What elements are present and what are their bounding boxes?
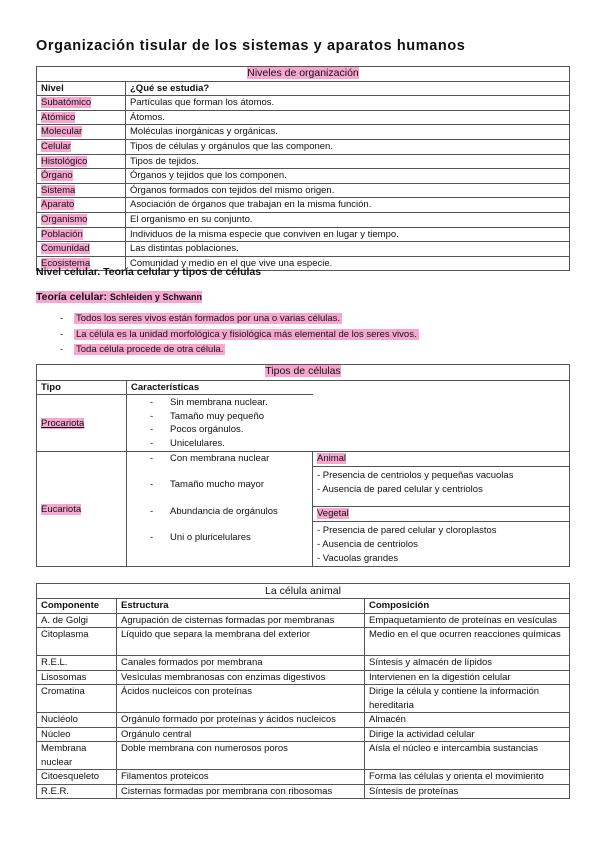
procariota-item (150, 396, 309, 410)
nivel-cell (37, 212, 126, 227)
estructura-cell: Filamentos proteicos (117, 770, 365, 785)
procariota-label: Procariota (41, 417, 85, 429)
celula-row (37, 628, 570, 656)
procariota-item-text: Unicelulares. (170, 438, 225, 450)
niveles-row (37, 96, 570, 111)
animal-list (313, 467, 569, 507)
niveles-row (37, 242, 570, 257)
eucariota-item-text: Con membrana nuclear (170, 453, 270, 464)
estructura-cell: Canales formados por membrana (117, 656, 365, 671)
vegetal-list (313, 522, 569, 566)
eucariota-subtypes (313, 452, 570, 567)
procariota-item-text: Sin membrana nuclear. (170, 397, 268, 408)
nivel-description: Partículas que forman los átomos. (126, 96, 570, 111)
procariota-item (150, 423, 309, 437)
teoria-point (60, 312, 419, 328)
bullet-dash: - (150, 479, 154, 490)
nivel-name: Órgano (41, 170, 73, 182)
celula-row (37, 784, 570, 799)
teoria-heading-label: Teoría celular: (36, 291, 107, 303)
nivel-name: Población (41, 228, 83, 240)
nivel-cell (37, 198, 126, 213)
bullet-dash: - (150, 397, 154, 408)
tipos-header-tipo: Tipo (37, 381, 127, 395)
niveles-row (37, 212, 570, 227)
teoria-point (60, 328, 419, 344)
procariota-item (150, 410, 309, 424)
composicion-cell: Intervienen en la digestión celular (365, 670, 570, 685)
niveles-row (37, 139, 570, 154)
nivel-description: Comunidad y medio en el que vive una especie. (126, 256, 570, 271)
nivel-cell (37, 169, 126, 184)
animal-item: - Ausencia de pared celular y centriolos (317, 484, 483, 495)
teoria-point-text: Toda célula procede de otra célula. (76, 344, 224, 355)
nivel-cell (37, 227, 126, 242)
eucariota-item-text: Uni o pluricelulares (170, 532, 251, 543)
niveles-table (36, 66, 570, 271)
animal-item: - Presencia de centriolos y pequeñas vacuolas (317, 470, 514, 481)
nivel-description: Átomos. (126, 110, 570, 125)
bullet-dash: - (150, 532, 154, 543)
celula-row (37, 770, 570, 785)
componente-cell: R.E.L. (37, 656, 117, 671)
nivel-description: El organismo en su conjunto. (126, 212, 570, 227)
eucariota-item-text: Abundancia de orgánulos (170, 506, 278, 517)
vegetal-item: - Vacuolas grandes (317, 553, 399, 564)
eucariota-list (127, 452, 312, 566)
vegetal-item: - Presencia de pared celular y cloroplastos (317, 525, 497, 536)
nivel-description: Individuos de la misma especie que conviven en lugar y tiempo. (126, 227, 570, 242)
eucariota-item (150, 505, 278, 519)
celula-row (37, 713, 570, 728)
nivel-name: Sistema (41, 184, 76, 196)
nivel-name: Comunidad (41, 243, 90, 255)
procariota-item-text: Tamaño muy pequeño (170, 410, 265, 422)
celula-table (36, 583, 570, 799)
eucariota-cell (37, 452, 127, 567)
procariota-list (131, 396, 309, 451)
componente-cell: Núcleo (37, 727, 117, 742)
nivel-name: Subatómico (41, 97, 92, 109)
estructura-cell: Doble membrana con numerosos poros (117, 742, 365, 770)
celula-header-composicion: Composición (365, 599, 570, 614)
nivel-name: Aparato (41, 199, 75, 211)
nivel-name: Organismo (41, 213, 88, 225)
vegetal-header (313, 507, 569, 522)
celula-row (37, 685, 570, 713)
eucariota-item-text: Tamaño mucho mayor (170, 479, 264, 490)
niveles-header-nivel: Nivel (37, 81, 126, 96)
eucariota-characteristics (127, 452, 313, 567)
teoria-point (60, 343, 419, 359)
animal-header (313, 452, 569, 467)
nivel-name: Molecular (41, 126, 83, 138)
componente-cell: Lisosomas (37, 670, 117, 685)
composicion-cell: Forma las células y orienta el movimiento (365, 770, 570, 785)
bullet-dash: - (60, 344, 64, 355)
nivel-description: Órganos formados con tejidos del mismo origen. (126, 183, 570, 198)
celula-row (37, 742, 570, 770)
celula-row (37, 656, 570, 671)
nivel-name: Atómico (41, 111, 76, 123)
vegetal-item: - Ausencia de centriolos (317, 539, 418, 550)
nivel-description: Asociación de órganos que trabajan en la misma función. (126, 198, 570, 213)
niveles-row (37, 183, 570, 198)
estructura-cell: Orgánulo formado por proteínas y ácidos nucleicos (117, 713, 365, 728)
celula-row (37, 727, 570, 742)
bullet-dash: - (150, 424, 154, 436)
teoria-point-text: Todos los seres vivos están formados por una o varias células. (76, 313, 341, 324)
composicion-cell: Aísla el núcleo e intercambia sustancias (365, 742, 570, 770)
niveles-row (37, 125, 570, 140)
eucariota-item (150, 478, 264, 492)
celula-header-componente: Componente (37, 599, 117, 614)
niveles-caption: Niveles de organización (247, 67, 359, 79)
vegetal-label: Vegetal (317, 508, 349, 519)
procariota-item (150, 437, 309, 451)
componente-cell: Citoesqueleto (37, 770, 117, 785)
animal-label: Animal (317, 453, 347, 464)
procariota-cell (37, 395, 127, 452)
procariota-characteristics (127, 395, 313, 452)
tipos-header-caracteristicas: Características (127, 381, 313, 395)
nivel-cell (37, 242, 126, 257)
nivel-cell (37, 110, 126, 125)
estructura-cell: Cisternas formadas por membrana con ribosomas (117, 784, 365, 799)
niveles-row (37, 227, 570, 242)
nivel-description: Moléculas inorgánicas y orgánicas. (126, 125, 570, 140)
componente-cell: Membrana nuclear (37, 742, 117, 770)
estructura-cell: Ácidos nucleicos con proteínas (117, 685, 365, 713)
composicion-cell: Dirige la actividad celular (365, 727, 570, 742)
niveles-caption-cell (37, 67, 570, 82)
estructura-cell: Orgánulo central (117, 727, 365, 742)
nivel-cell (37, 125, 126, 140)
procariota-item-text: Pocos orgánulos. (170, 424, 244, 436)
nivel-description: Tipos de tejidos. (126, 154, 570, 169)
teoria-point-text: La célula es la unidad morfológica y fisiológica más elemental de los seres vivos. (76, 328, 417, 340)
componente-cell: Nucléolo (37, 713, 117, 728)
nivel-cell (37, 139, 126, 154)
eucariota-label: Eucariota (41, 503, 82, 515)
celula-row (37, 670, 570, 685)
bullet-dash: - (60, 313, 64, 324)
nivel-cell (37, 154, 126, 169)
nivel-description: Las distintas poblaciones. (126, 242, 570, 257)
nivel-celular-heading: Nivel celular. Teoría celular y tipos de células (36, 266, 262, 278)
estructura-cell: Agrupación de cisternas formadas por membranas (117, 613, 365, 628)
componente-cell: A. de Golgi (37, 613, 117, 628)
nivel-name: Ecosistema (41, 257, 91, 269)
niveles-row (37, 198, 570, 213)
celula-caption: La célula animal (37, 584, 570, 599)
nivel-description: Tipos de células y orgánulos que las componen. (126, 139, 570, 154)
teoria-authors: Schleiden y Schwann (109, 292, 202, 302)
tipos-header-blank (313, 381, 570, 395)
celula-row (37, 613, 570, 628)
composicion-cell: Dirige la célula y contiene la información hereditaria (365, 685, 570, 713)
tipos-caption: Tipos de células (265, 365, 341, 377)
nivel-name: Celular (41, 140, 72, 152)
nivel-name: Histológico (41, 155, 88, 167)
composicion-cell: Empaquetamiento de proteínas en vesículas (365, 613, 570, 628)
teoria-points-list (60, 312, 419, 359)
composicion-cell: Almacén (365, 713, 570, 728)
bullet-dash: - (60, 328, 64, 340)
nivel-description: Órganos y tejidos que los componen. (126, 169, 570, 184)
niveles-row (37, 154, 570, 169)
estructura-cell: Vesículas membranosas con enzimas digestivos (117, 670, 365, 685)
estructura-cell: Líquido que separa la membrana del exterior (117, 628, 365, 656)
procariota-blank (313, 395, 570, 452)
componente-cell: R.E.R. (37, 784, 117, 799)
eucariota-item (150, 452, 269, 466)
bullet-dash: - (150, 453, 154, 464)
niveles-header-que: ¿Qué se estudia? (126, 81, 570, 96)
niveles-row (37, 169, 570, 184)
document-title: Organización tisular de los sistemas y aparatos humanos (36, 38, 466, 54)
composicion-cell: Síntesis de proteínas (365, 784, 570, 799)
componente-cell: Citoplasma (37, 628, 117, 656)
composicion-cell: Síntesis y almacén de lípidos (365, 656, 570, 671)
bullet-dash: - (150, 410, 154, 422)
tipos-caption-cell (37, 365, 570, 381)
bullet-dash: - (150, 506, 154, 517)
niveles-row (37, 110, 570, 125)
teoria-celular-heading (36, 291, 202, 303)
nivel-cell (37, 183, 126, 198)
composicion-cell: Medio en el que ocurren reacciones químicas (365, 628, 570, 656)
componente-cell: Cromatina (37, 685, 117, 713)
eucariota-item (150, 531, 251, 545)
celula-header-estructura: Estructura (117, 599, 365, 614)
tipos-table (36, 364, 570, 567)
bullet-dash: - (150, 438, 154, 450)
nivel-cell (37, 96, 126, 111)
